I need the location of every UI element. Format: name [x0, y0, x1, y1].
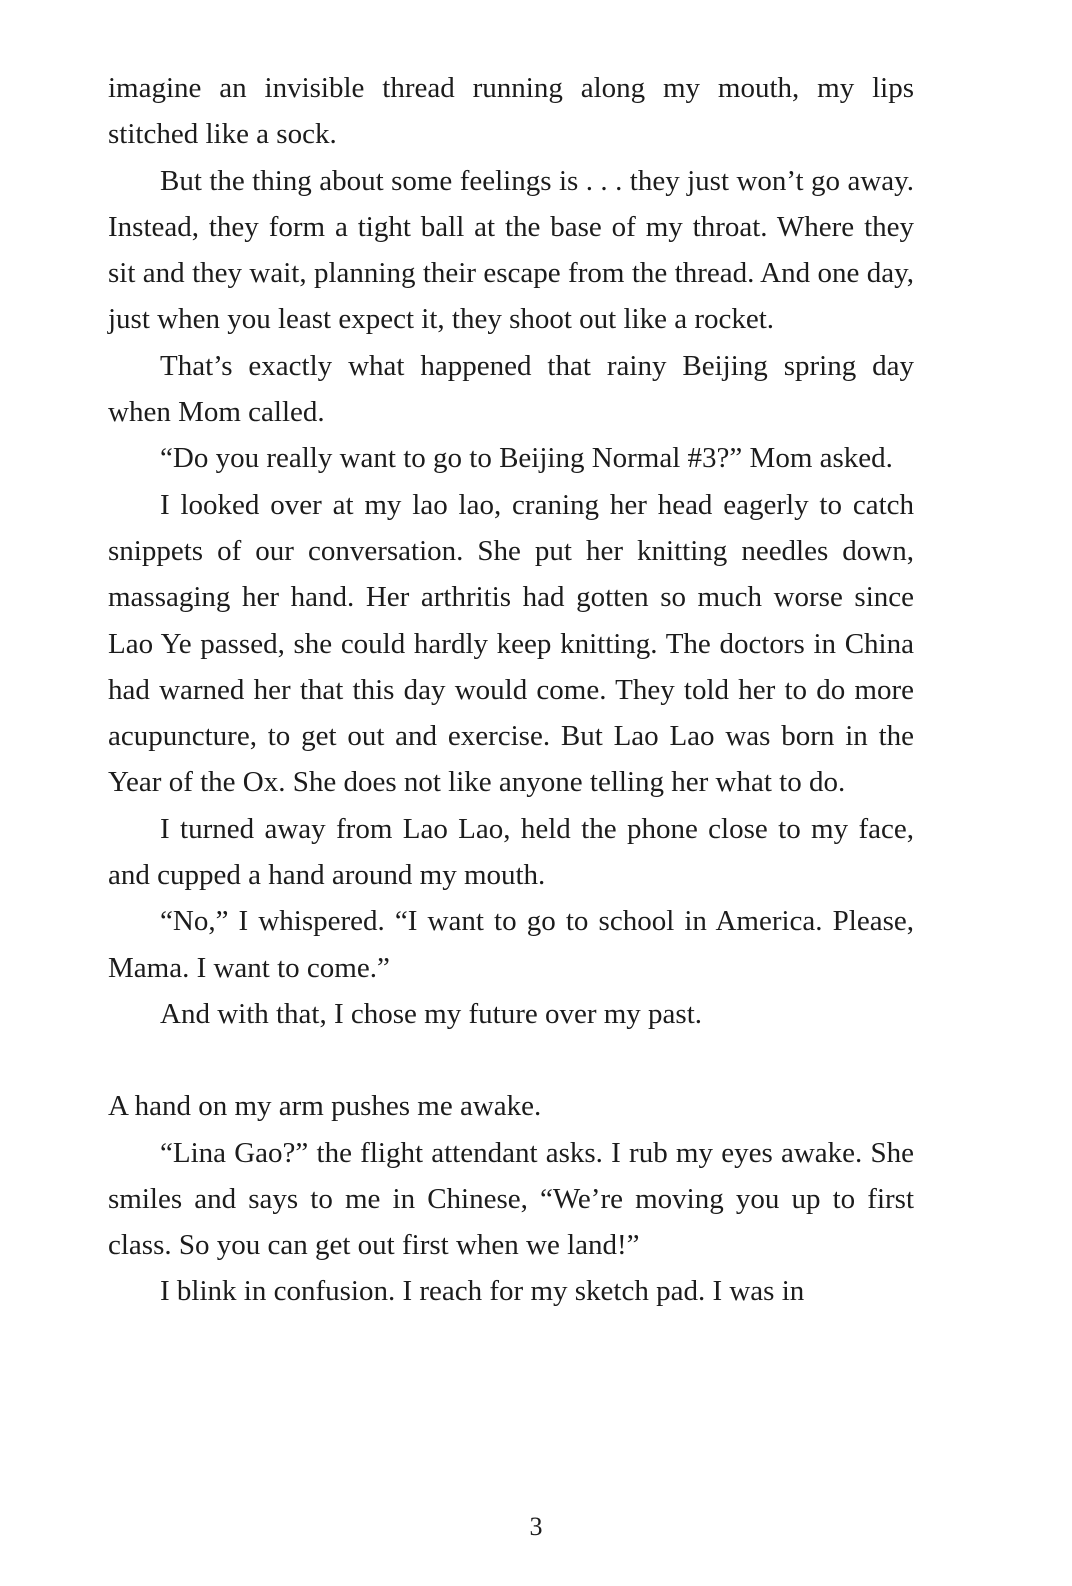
paragraph: I looked over at my lao lao, craning her head eagerly to catch snippets of our conversation. She put her knitting needles down, massaging her hand. Her arthritis had gotten so much worse since Lao Ye passed, she could hardly keep knitting. The doctors in China had warned her that this day would come. They told her to do more acupuncture, to get out and exercise. But Lao Lao was born in the Year of the Ox. She does not like anyone telling her what to do.	[108, 488, 914, 799]
section-break	[108, 1037, 914, 1083]
paragraph: “Do you really want to go to Beijing Normal #3?” Mom asked.	[160, 442, 893, 475]
paragraph: I blink in confusion. I reach for my sketch pad. I was in	[160, 1275, 805, 1308]
paragraph: That’s exactly what happened that rainy Beijing spring day when Mom called.	[108, 349, 914, 429]
paragraph: “No,” I whispered. “I want to go to school in America. Please, Mama. I want to come.”	[108, 905, 914, 984]
paragraph: I turned away from Lao Lao, held the phone close to my face, and cupped a hand around my mouth.	[108, 812, 914, 892]
body-text	[108, 65, 914, 1315]
page-number: 3	[529, 1512, 543, 1541]
paragraph: “Lina Gao?” the flight attendant asks. I rub my eyes awake. She smiles and says to me in Chinese, “We’re moving you up to first class. So you can get out first when we land!”	[108, 1136, 914, 1262]
paragraph-section-start: A hand on my arm pushes me awake.	[108, 1090, 542, 1123]
paragraph: But the thing about some feelings is . . . they just won’t go away. Instead, they form a tight ball at the base of my throat. Where they sit and they wait, planning their escape from the thread. And one day, just when you least expect it, they shoot out like a rocket.	[108, 164, 914, 336]
paragraph-continued: imagine an invisible thread running along my mouth, my lips stitched like a sock.	[108, 72, 914, 151]
paragraph: And with that, I chose my future over my past.	[160, 997, 703, 1030]
